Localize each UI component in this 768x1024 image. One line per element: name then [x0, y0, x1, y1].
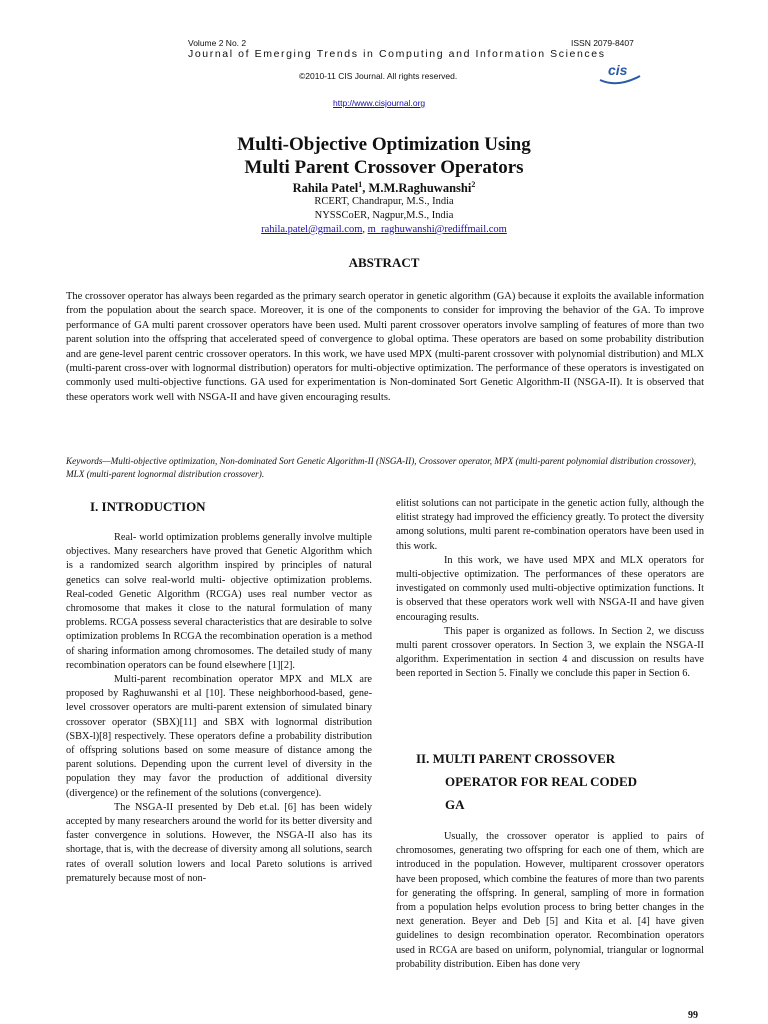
author-separator: ,	[362, 181, 369, 196]
right-column-top	[396, 497, 704, 682]
section-1-heading: I. INTRODUCTION	[90, 499, 206, 514]
intro-paragraph-2: Multi-parent recombination operator MPX and MLX are proposed by Raghuwanshi et al [10]. These neighborhood-based, gene-level crossover operators are multi-parent extension of simulated binary crossover operator (SBX)[11] and SBX with lognormal distribution (SBX-l)[8] respectively. These operators define a probability distribution of offspring solutions based on some measure of distance among the parent solutions. Depending upon the current level of diversity in the population they may favor the production of additional diversity (divergence) or the refinement of the solutions (convergence).	[66, 674, 372, 799]
left-column	[66, 531, 372, 886]
author-list	[0, 180, 768, 196]
paper-title-line1: Multi-Objective Optimization Using	[237, 134, 531, 155]
author-1-affil-mark: 1	[358, 180, 363, 189]
journal-url-link[interactable]: http://www.cisjournal.org	[333, 98, 426, 108]
author-2: M.M.Raghuwanshi	[368, 181, 472, 196]
intro-paragraph-1: Real- world optimization problems generally involve multiple objectives. Many researchers have proved that Genetic Algorithm which is a randomized search algorithm inspired by principles of natural genetics can solve real-world multi- objective optimization problems. Real-coded Genetic Algorithm (RCGA) uses real number vector as chromosome that makes it close to the natural formulation of many problems. RCGA possess several characteristics that are desirable to solve optimization problems In RCGA the recombination operation is a method of sharing information among chromosomes. The detailed study of many recombination operators can be found elsewhere [1][2].	[66, 532, 372, 671]
affiliation-2: NYSSCoER, Nagpur,M.S., India	[314, 210, 454, 221]
affiliation-1: RCERT, Chandrapur, M.S., India	[314, 196, 454, 207]
journal-name: Journal of Emerging Trends in Computing and Information Sciences	[188, 48, 606, 60]
volume-label: Volume 2 No. 2	[188, 38, 247, 48]
intro-paragraph-5: In this work, we have used MPX and MLX operators for multi-objective optimization. The performances of these operators are investigated on commonly used multi-objective optimization functions. It is observed that these operators work well with NSGA-II and have given encouraging results.	[396, 554, 704, 623]
author-emails	[0, 223, 768, 236]
paper-title-line2: Multi Parent Crossover Operators	[244, 157, 524, 178]
cis-logo-text: cis	[608, 62, 628, 78]
intro-paragraph-3: The NSGA-II presented by Deb et.al. [6] has been widely accepted by many researchers around the world for its better diversity and faster convergence in solutions. However, the NSGA-II also has its shortage, that is, with the decrease of diversity among all solutions, search rates of overall solution lowers and local Pareto solutions is arrived prematurely because most of non-	[66, 801, 372, 884]
section-2-paragraph-1: Usually, the crossover operator is applied to pairs of chromosomes, generating two offspring for each one of them, which are introduced in the population. However, multiparent crossover operators have been proposed, which combine the features of more than two parents for generating the offspring. In general, sampling of more in formation from a population helps evolution process to bring better changes in the next generation. Beyer and Deb [5] and Kita et al. [4] have given guidelines to design recombination operator. Recombination operators used in RCGA are based on uniform, polynomial, triangular or lognormal probability distribution. Eiben has done very	[396, 831, 704, 970]
email-link-2[interactable]: m_raghuwanshi@rediffmail.com	[367, 224, 507, 235]
right-column-bottom	[396, 830, 704, 972]
issn-label: ISSN 2079-8407	[571, 38, 634, 48]
page-number: 99	[688, 1010, 698, 1021]
abstract-heading: ABSTRACT	[348, 255, 420, 270]
section-2-heading-line3: GA	[445, 797, 465, 812]
intro-paragraph-6: This paper is organized as follows. In Section 2, we discuss multi parent crossover operators. In Section 3, we explain the NSGA-II algorithm. Experimentation in section 4 and discussion on results have been reported in Section 5. Finally we conclude this paper in Section 6.	[396, 625, 704, 680]
copyright-notice: ©2010-11 CIS Journal. All rights reserved.	[299, 71, 458, 81]
author-1: Rahila Patel	[292, 181, 359, 196]
intro-paragraph-4: elitist solutions can not participate in the genetic action fully, although the elitist strategy had improved the efficiency greatly. To protect the diversity among solutions, multi parent re-combination operators have been used in this work.	[396, 498, 704, 552]
section-2-heading-line2: OPERATOR FOR REAL CODED	[445, 774, 638, 789]
cis-logo	[598, 62, 642, 86]
author-2-affil-mark: 2	[471, 180, 476, 189]
email-separator: ,	[362, 224, 368, 235]
keywords: Keywords—Multi-objective optimization, Non-dominated Sort Genetic Algorithm-II (NSGA-II), Crossover operator, MPX (multi-parent polynomial distribution crossover), MLX (multi-parent lognormal distribution crossover).	[66, 456, 697, 479]
section-2-heading-line1: II. MULTI PARENT CROSSOVER	[416, 751, 616, 766]
email-link-1[interactable]: rahila.patel@gmail.com	[261, 224, 363, 235]
abstract-text: The crossover operator has always been regarded as the primary search operator in genetic algorithm (GA) because it exploits the available information from the population about the search space. Moreover, it is one of the components to consider for improving the behavior of the GA. To improve performance of GA multi parent crossover operators have been used. Multi parent crossover operators involve sampling of features of more than two parent solution into the offspring that accelerated speed of convergence to global optima. These operators are based on some probability distribution and are gene-level parent centric crossover operators. In this work, we have used MPX (multi-parent crossover with polynomial distribution) and MLX (multi-parent cross-over with lognormal distribution) operators for multi-objective optimization. The performance of these operators is investigated on commonly used multi-objective functions. GA used for experimentation is Non-dominated Sort Genetic Algorithm-II (NSGA-II). It is observed that these operators work well with NSGA-II and have given encouraging results.	[66, 291, 704, 403]
